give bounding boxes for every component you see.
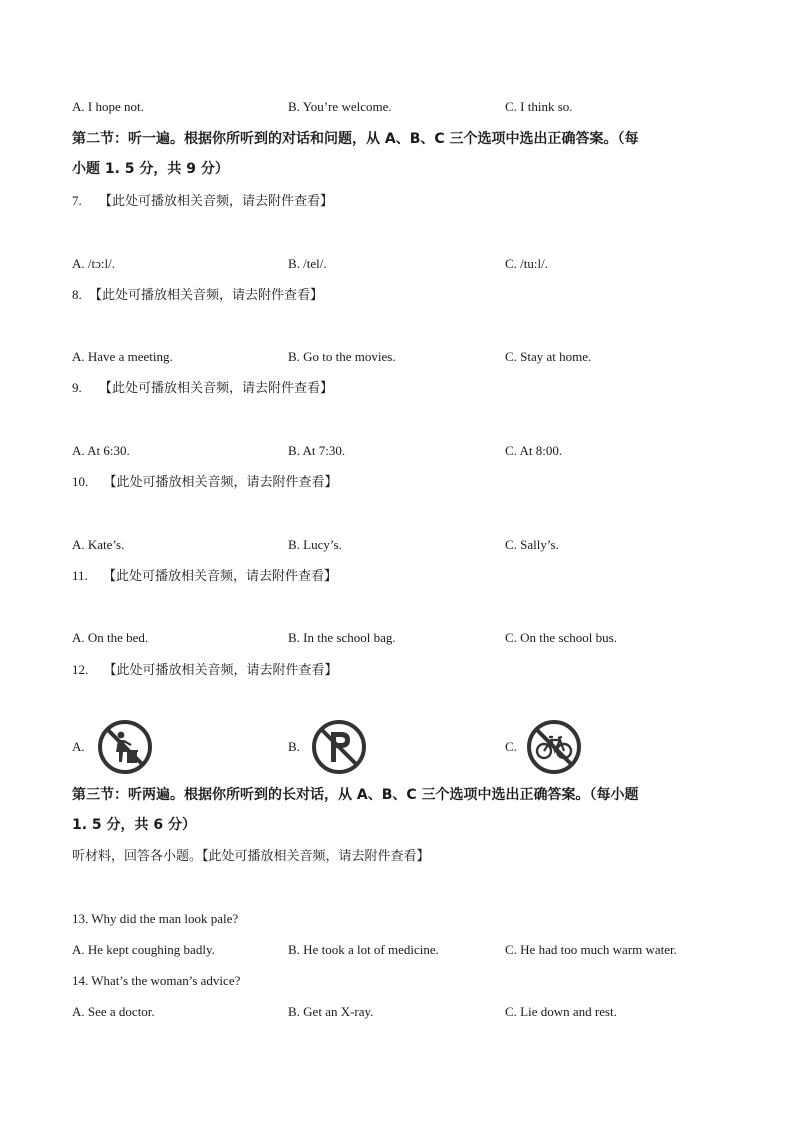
q6-option-a: A. I hope not. (72, 99, 144, 114)
q12-label-b: B. (288, 739, 300, 754)
q11-option-a: A. On the bed. (72, 630, 149, 645)
q14-option-c: C. Lie down and rest. (505, 1004, 617, 1019)
q10-option-a: A. Kate’s. (72, 537, 125, 552)
question-12 (72, 662, 338, 679)
question-number: 7. (72, 193, 82, 208)
material-prompt[interactable]: 听材料，回答各小题。【此处可播放相关音频，请去附件查看】 (72, 849, 430, 864)
q9-option-a: A. At 6:30. (72, 443, 130, 458)
question-number: 10. (72, 474, 89, 489)
section2-title-line1: 第二节：听一遍。根据你所听到的对话和问题，从 A、B、C 三个选项中选出正确答案。（每 (72, 131, 639, 147)
q13-option-c: C. He had too much warm water. (505, 942, 677, 957)
question-8 (72, 287, 323, 304)
question-10 (72, 474, 338, 491)
q14-option-a: A. See a doctor. (72, 1004, 155, 1019)
audio-prompt[interactable]: 【此处可播放相关音频，请去附件查看】 (103, 569, 338, 584)
q10-option-c: C. Sally’s. (505, 537, 559, 552)
q8-option-a: A. Have a meeting. (72, 349, 173, 364)
audio-prompt[interactable]: 【此处可播放相关音频，请去附件查看】 (99, 381, 334, 396)
q8-option-c: C. Stay at home. (505, 349, 592, 364)
q7-option-a: A. /tɔ:l/. (72, 256, 115, 271)
q9-option-c: C. At 8:00. (505, 443, 563, 458)
question-14-stem: 14. What’s the woman’s advice? (72, 973, 241, 988)
question-9 (72, 380, 333, 397)
question-number: 11. (72, 568, 88, 583)
q13-option-a: A. He kept coughing badly. (72, 942, 215, 957)
q7-option-c: C. /tu:l/. (505, 256, 548, 271)
section2-title-line2: 小题 1. 5 分，共 9 分） (72, 161, 229, 177)
audio-prompt[interactable]: 【此处可播放相关音频，请去附件查看】 (103, 663, 338, 678)
section3-title-line2: 1. 5 分，共 6 分） (72, 817, 197, 833)
question-7 (72, 193, 333, 210)
question-number: 12. (72, 662, 89, 677)
q11-option-b: B. In the school bag. (288, 630, 396, 645)
question-13-stem: 13. Why did the man look pale? (72, 911, 239, 926)
no-parking-sign-icon[interactable] (310, 718, 368, 781)
q6-option-c: C. I think so. (505, 99, 573, 114)
question-number: 9. (72, 380, 82, 395)
q8-option-b: B. Go to the movies. (288, 349, 396, 364)
q10-option-b: B. Lucy’s. (288, 537, 342, 552)
q12-label-c: C. (505, 739, 517, 754)
section3-title-line1: 第三节：听两遍。根据你所听到的长对话，从 A、B、C 三个选项中选出正确答案。（每小题 (72, 787, 639, 803)
no-littering-sign-icon[interactable] (96, 718, 154, 781)
audio-prompt[interactable]: 【此处可播放相关音频，请去附件查看】 (103, 475, 338, 490)
q7-option-b: B. /tel/. (288, 256, 327, 271)
q12-label-a: A. (72, 739, 85, 754)
q14-option-b: B. Get an X-ray. (288, 1004, 374, 1019)
question-11 (72, 568, 337, 585)
question-number: 8. (72, 287, 82, 302)
audio-prompt[interactable]: 【此处可播放相关音频，请去附件查看】 (89, 288, 324, 303)
q11-option-c: C. On the school bus. (505, 630, 617, 645)
q9-option-b: B. At 7:30. (288, 443, 346, 458)
q6-option-b: B. You’re welcome. (288, 99, 392, 114)
audio-prompt[interactable]: 【此处可播放相关音频，请去附件查看】 (99, 194, 334, 209)
no-cycling-sign-icon[interactable] (525, 718, 583, 781)
q13-option-b: B. He took a lot of medicine. (288, 942, 439, 957)
